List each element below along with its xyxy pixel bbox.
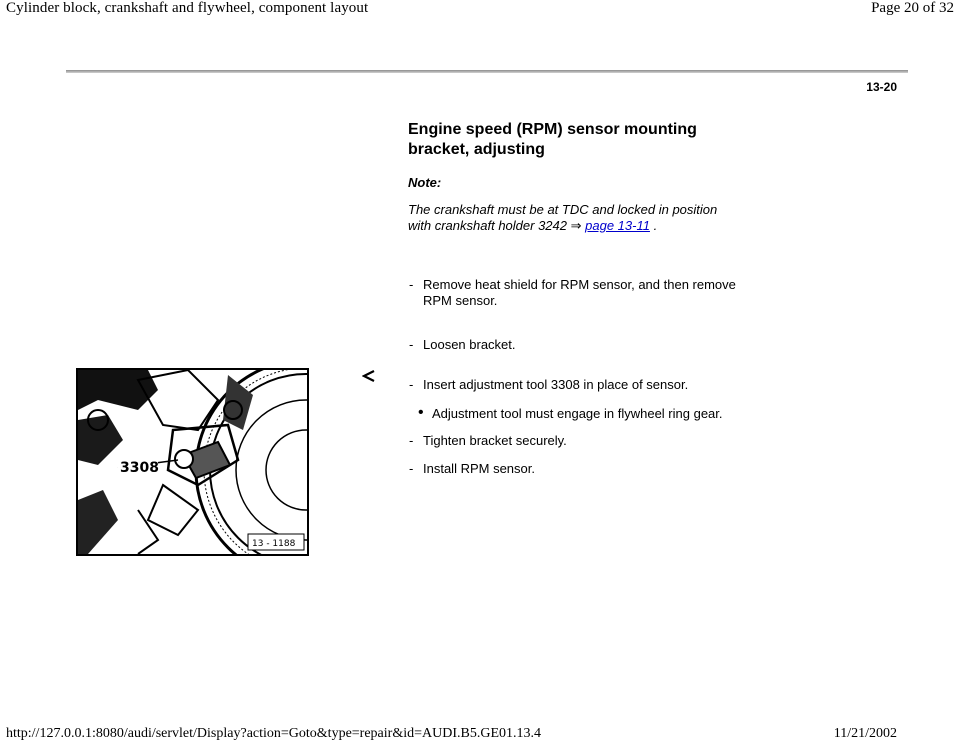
section-heading: Engine speed (RPM) sensor mounting bracket, adjusting bbox=[408, 121, 697, 158]
step-dash: - bbox=[409, 377, 414, 392]
engine-illustration bbox=[78, 370, 307, 554]
document-title: Cylinder block, crankshaft and flywheel, component layout bbox=[6, 0, 369, 16]
illustration-figure bbox=[76, 368, 309, 556]
step-text: Remove heat shield for RPM sensor, and then remove RPM sensor. bbox=[423, 277, 736, 308]
step-tighten-bracket bbox=[409, 433, 763, 449]
note-label: Note: bbox=[408, 175, 442, 190]
bullet-text: Adjustment tool must engage in flywheel ring gear. bbox=[432, 406, 723, 421]
tool-label: 3308 bbox=[120, 460, 159, 476]
step-remove-sensor bbox=[409, 277, 763, 309]
step-dash: - bbox=[409, 461, 414, 476]
footer-url: http://127.0.0.1:8080/audi/servlet/Display?action=Goto&type=repair&id=AUDI.B5.GE01.13.4 bbox=[6, 726, 541, 741]
figure-id: 13 - 1188 bbox=[252, 539, 296, 549]
footer-date: 11/21/2002 bbox=[833, 726, 897, 741]
step-dash: - bbox=[409, 337, 414, 352]
step-insert-tool bbox=[409, 377, 763, 393]
bullet-icon: • bbox=[418, 404, 424, 421]
step-dash: - bbox=[409, 433, 414, 448]
bullet-note bbox=[418, 406, 723, 421]
step-text: Tighten bracket securely. bbox=[423, 433, 567, 448]
note-end: . bbox=[653, 218, 658, 233]
step-install-sensor bbox=[409, 461, 763, 477]
page-link[interactable]: page 13-11 bbox=[585, 218, 650, 233]
step-loosen-bracket bbox=[409, 337, 763, 353]
note-text bbox=[408, 202, 738, 234]
note-body: The crankshaft must be at TDC and locked in position with crankshaft holder 3242 ⇒ bbox=[408, 202, 718, 233]
figure-pointer-icon bbox=[362, 370, 376, 382]
step-text: Loosen bracket. bbox=[423, 337, 516, 352]
header-divider bbox=[66, 70, 908, 73]
step-dash: - bbox=[409, 277, 414, 292]
step-text: Insert adjustment tool 3308 in place of sensor. bbox=[423, 377, 689, 392]
page-number: 13-20 bbox=[866, 80, 897, 94]
step-text: Install RPM sensor. bbox=[423, 461, 535, 476]
page-indicator: Page 20 of 32 bbox=[871, 0, 954, 16]
